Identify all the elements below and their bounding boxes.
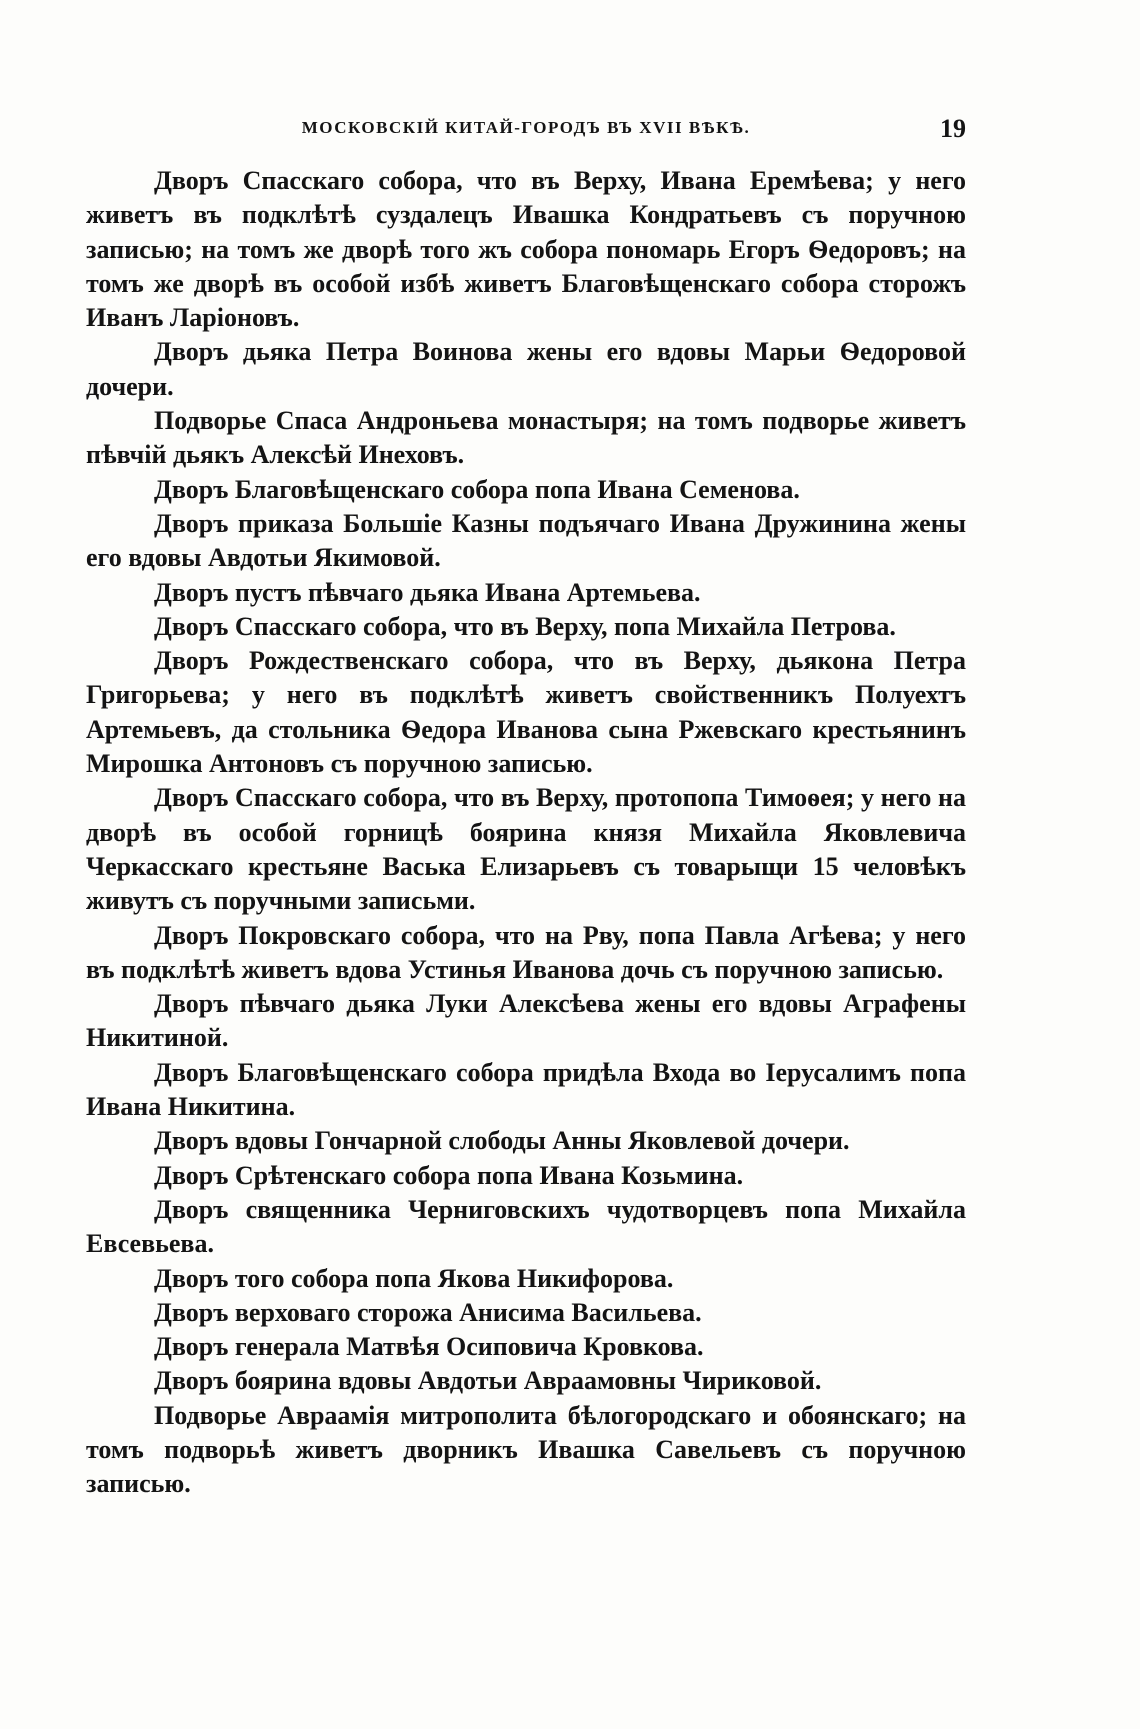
paragraph: Дворъ Покровскаго собора, что на Рву, попа Павла Агѣева; у него въ подклѣтѣ живетъ вдова Устинья Иванова дочь съ поручною записью.	[86, 920, 966, 984]
paragraph: Дворъ священника Черниговскихъ чудотворцевъ попа Михайла Евсевьева.	[86, 1194, 966, 1259]
paragraph: Дворъ генерала Матвѣя Осиповича Кровкова.	[154, 1332, 704, 1362]
paragraph: Дворъ вдовы Гончарной слободы Анны Яковлевой дочери.	[154, 1126, 850, 1156]
paragraph: Дворъ пѣвчаго дьяка Луки Алексѣева жены его вдовы Аграфены Никитиной.	[86, 989, 966, 1053]
paragraph: Дворъ Благовѣщенскаго собора придѣла Входа во Іерусалимъ попа Ивана Никитина.	[86, 1057, 966, 1122]
paragraph: Дворъ того собора попа Якова Никифорова.	[154, 1263, 674, 1293]
paragraph: Дворъ Рождественскаго собора, что въ Верху, дьякона Петра Григорьева; у него въ подклѣтѣ живетъ свойственникъ Полуехтъ Артемьевъ, да стольника Ѳедора Иванова сына Ржевскаго крестьянинъ Мирошка Антоновъ съ поручною записью.	[86, 646, 966, 779]
paragraph: Дворъ Срѣтенскаго собора попа Ивана Козьмина.	[154, 1160, 744, 1190]
paragraph: Дворъ приказа Большіе Казны подъячаго Ивана Дружинина жены его вдовы Авдотьи Якимовой.	[86, 508, 966, 573]
paragraph: Дворъ Спасскаго собора, что въ Верху, протопопа Тимоѳея; у него на дворѣ въ особой горницѣ боярина князя Михайла Яковлевича Черкасскаго крестьяне Васька Елизарьевъ съ товарыщи 15 человѣкъ живутъ съ поручными записьми.	[86, 783, 966, 916]
paragraph: Подворье Авраамія митрополита бѣлогородскаго и обоянскаго; на томъ подворьѣ живетъ дворникъ Ивашка Савельевъ съ поручною записью.	[86, 1400, 966, 1499]
paragraph: Дворъ Спасскаго собора, что въ Верху, Ивана Еремѣева; у него живетъ въ подклѣтѣ суздалецъ Ивашка Кондратьевъ съ поручною записью; на томъ же дворѣ того жъ собора пономарь Егоръ Ѳедоровъ; на томъ же дворѣ въ особой избѣ живетъ Благовѣщенскаго собора сторожъ Иванъ Ларіоновъ.	[86, 166, 966, 333]
paragraph: Дворъ Спасскаго собора, что въ Верху, попа Михайла Петрова.	[154, 611, 896, 641]
paragraph: Дворъ боярина вдовы Авдотьи Авраамовны Чириковой.	[154, 1366, 822, 1396]
paragraph: Дворъ верховаго сторожа Анисима Васильева.	[154, 1297, 702, 1327]
body-text	[86, 164, 966, 1502]
paragraph: Подворье Спаса Андроньева монастыря; на томъ подворье живетъ пѣвчій дьякъ Алексѣй Инеховъ.	[86, 406, 966, 470]
paragraph: Дворъ пустъ пѣвчаго дьяка Ивана Артемьева.	[154, 577, 701, 607]
page-number: 19	[940, 114, 966, 143]
running-title: МОСКОВСКІЙ КИТАЙ-ГОРОДЪ ВЪ XVII ВѢКѢ.	[301, 118, 751, 137]
running-head	[86, 114, 966, 148]
paragraph: Дворъ Благовѣщенскаго собора попа Ивана Семенова.	[154, 474, 800, 504]
paragraph: Дворъ дьяка Петра Воинова жены его вдовы Марьи Ѳедоровой дочери.	[86, 337, 966, 401]
